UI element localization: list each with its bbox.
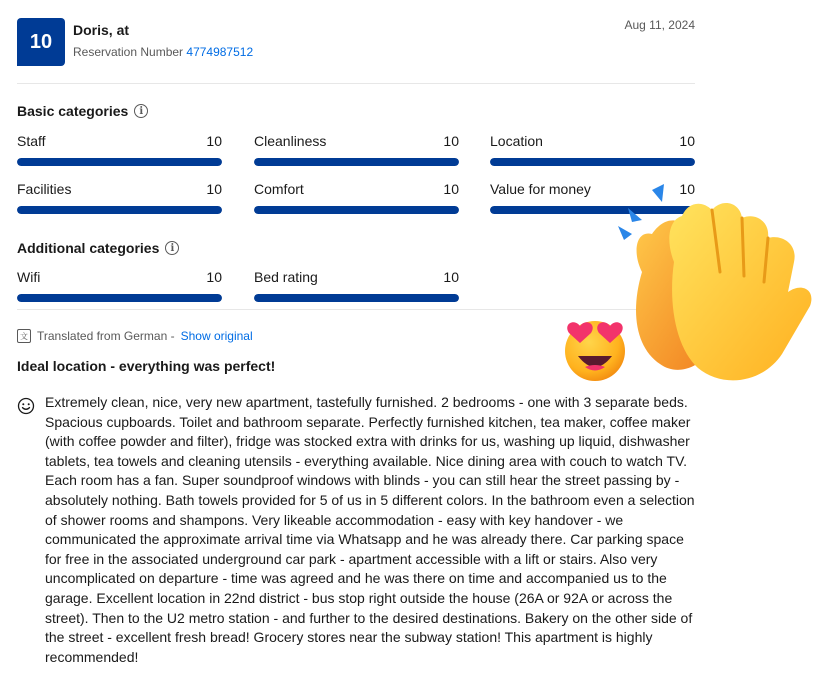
- category-score: 10: [679, 133, 695, 149]
- info-icon[interactable]: i: [134, 104, 148, 118]
- category-bar-fill: [254, 206, 459, 214]
- basic-categories-label: Basic categories: [17, 103, 129, 119]
- category-bar-fill: [254, 294, 459, 302]
- review-date: Aug 11, 2024: [624, 18, 695, 32]
- category-score: 10: [679, 181, 695, 197]
- category-cleanliness: [254, 133, 459, 166]
- category-label: Bed rating: [254, 269, 318, 285]
- category-label: Value for money: [490, 181, 591, 197]
- category-label: Wifi: [17, 269, 41, 285]
- category-wifi: [17, 269, 222, 302]
- review-score-badge: 10: [17, 18, 65, 66]
- category-staff: [17, 133, 222, 166]
- category-location: [490, 133, 695, 166]
- category-score: 10: [206, 181, 222, 197]
- reservation-number[interactable]: 4774987512: [186, 45, 254, 59]
- category-bar: [254, 206, 459, 214]
- clapping-hands-emoji: [612, 182, 824, 392]
- category-score: 10: [206, 133, 222, 149]
- show-original-link[interactable]: Show original: [180, 329, 253, 343]
- divider: [17, 83, 695, 84]
- category-score: 10: [443, 133, 459, 149]
- divider: [17, 309, 695, 310]
- category-bar-fill: [490, 158, 695, 166]
- reservation-info: [73, 45, 253, 59]
- category-bar: [17, 158, 222, 166]
- category-bar-fill: [17, 294, 222, 302]
- additional-categories-title: [17, 240, 179, 256]
- category-bar: [17, 294, 222, 302]
- category-score: 10: [443, 269, 459, 285]
- review-body: Extremely clean, nice, very new apartment, tastefully furnished. 2 bedrooms - one with 3 separate beds. Spacious cupboards. Toilet and bathroom separate. Perfectly furnished kitchen, tea maker, coffee maker (with coffee powder and filter), fridge was stocked extra with drinks for us, washing up liquid, dishwasher tablets, tea towels and cleaning utensils - everything available. Nice dining area with couch to watch TV. Each room has a fan. Super soundproof windows with blinds - you can still hear the street passing by - absolutely nothing. Bath towels provided for 5 of us in 5 different colors. In the bathroom even a selection of shower rooms and shampons. Very likeable accommodation - easy with key handover - we communicated the approximate arrival time via Whatsapp and he was already there. Car parking space for free in the associated underground car park - apartment accessible with a lift or stairs. Also very uncomplicated on departure - time was agreed and he was there on time and accompanied us to the garage. Excellent location in 22nd district - bus stop right outside the house (26A or 92A or across the street). Then to the U2 metro station - and further to the desired destinations. Bakery on the other side of the street - excellent fresh bread! Grocery stores near the subway station! This apartment is highly recommended!: [45, 394, 695, 665]
- category-label: Comfort: [254, 181, 304, 197]
- category-bar-fill: [254, 158, 459, 166]
- category-label: Cleanliness: [254, 133, 327, 149]
- basic-categories-title: [17, 103, 148, 119]
- additional-categories-label: Additional categories: [17, 240, 160, 256]
- category-bed-rating: [254, 269, 459, 302]
- category-label: Staff: [17, 133, 46, 149]
- category-bar-fill: [17, 206, 222, 214]
- reviewer-name: Doris, at: [73, 22, 130, 38]
- review-title: Ideal location - everything was perfect!: [17, 358, 276, 374]
- category-bar: [254, 294, 459, 302]
- category-bar-fill: [17, 158, 222, 166]
- category-score: 10: [443, 181, 459, 197]
- category-comfort: [254, 181, 459, 214]
- category-facilities: [17, 181, 222, 214]
- category-bar: [490, 158, 695, 166]
- translation-text: Translated from German -: [37, 329, 175, 343]
- reservation-label: Reservation Number: [73, 45, 184, 59]
- category-label: Location: [490, 133, 543, 149]
- smile-icon: [17, 397, 35, 415]
- category-score: 10: [206, 269, 222, 285]
- category-label: Facilities: [17, 181, 72, 197]
- translation-note: [17, 329, 253, 343]
- category-bar: [254, 158, 459, 166]
- category-bar: [17, 206, 222, 214]
- translate-icon: 文: [17, 329, 31, 343]
- info-icon[interactable]: i: [165, 241, 179, 255]
